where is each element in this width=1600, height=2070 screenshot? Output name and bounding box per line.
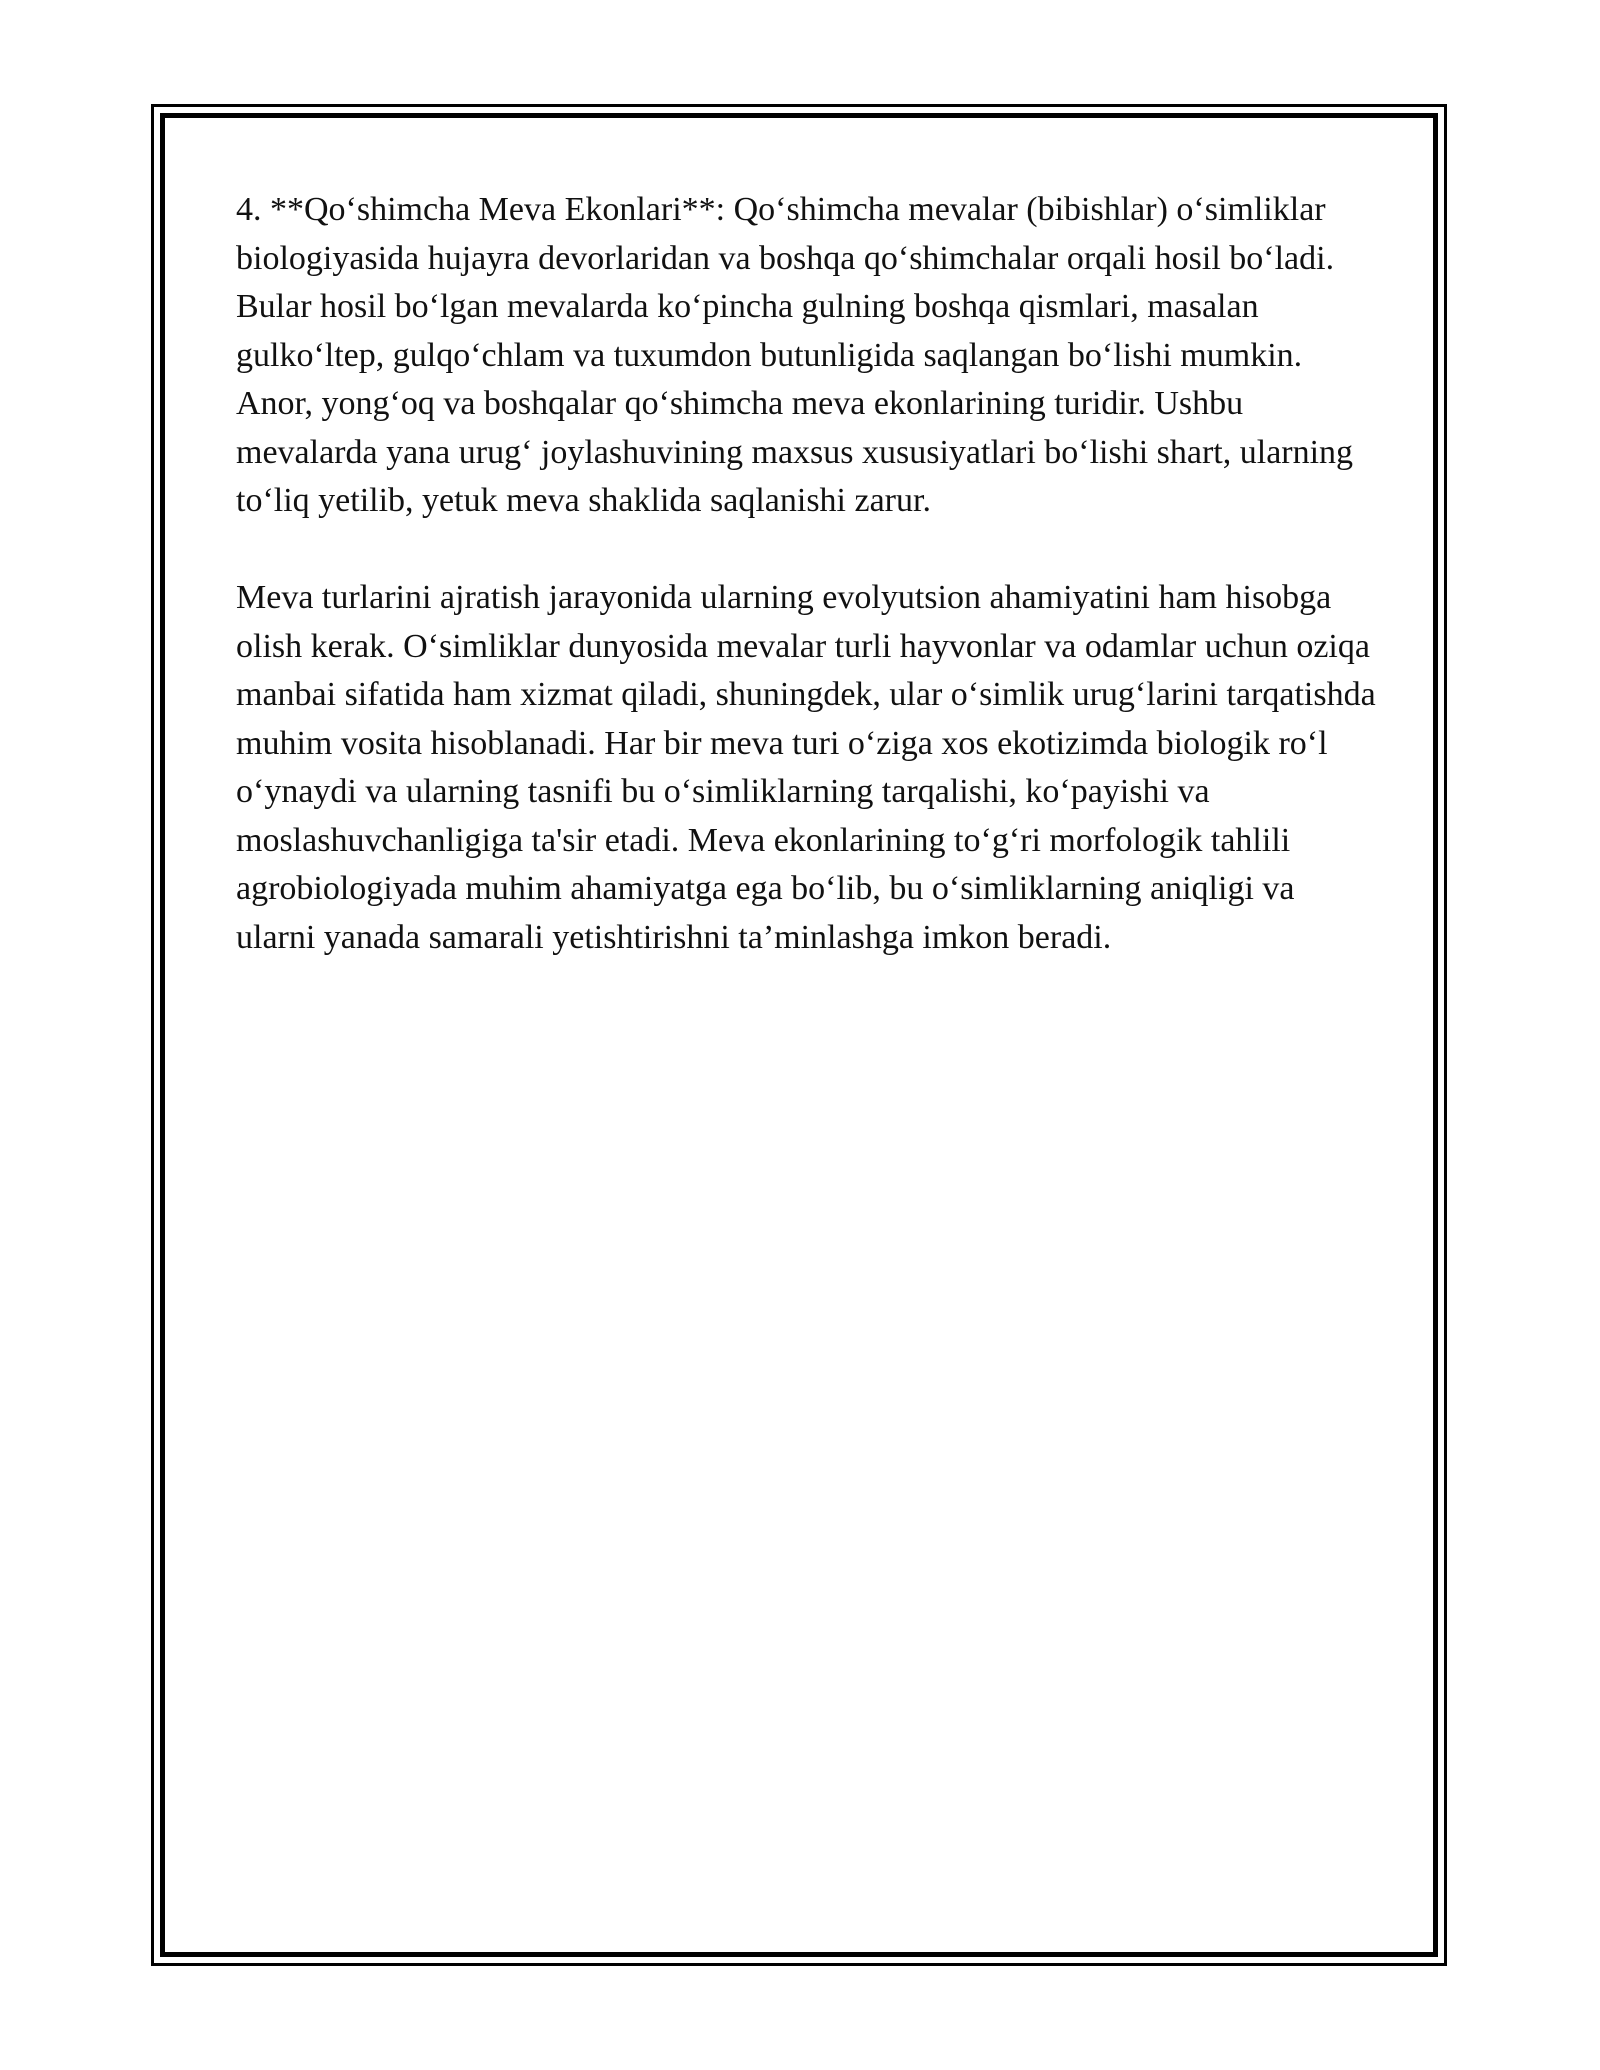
paragraph-2: Meva turlarini ajratish jarayonida ularning evolyutsion ahamiyatini ham hisobga olish kerak. O‘simliklar dunyosida mevalar turli hayvonlar va odamlar uchun oziqa manbai sifatida ham xizmat qiladi, shuningdek, ular o‘simlik urug‘larini tarqatishda muhim vosita hisoblanadi. Har bir meva turi o‘ziga xos ekotizimda biologik ro‘l o‘ynaydi va ularning tasnifi bu o‘simliklarning tarqalishi, ko‘payishi va moslashuvchanligiga ta'sir etadi. Meva ekonlarining to‘g‘ri morfologik tahlili agrobiologiyada muhim ahamiyatga ega bo‘lib, bu o‘simliklarning aniqligi va ularni yanada samarali yetishtirishni ta’minlashga imkon beradi. [236,579,1376,956]
paragraph-1: 4. **Qo‘shimcha Meva Ekonlari**: Qo‘shimcha mevalar (bibishlar) o‘simliklar biologiyasida hujayra devorlaridan va boshqa qo‘shimchalar orqali hosil bo‘ladi. Bular hosil bo‘lgan mevalarda ko‘pincha gulning boshqa qismlari, masalan gulko‘ltep, gulqo‘chlam va tuxumdon butunligida saqlangan bo‘lishi mumkin. Anor, yong‘oq va boshqalar qo‘shimcha meva ekonlarining turidir. Ushbu mevalarda yana urug‘ joylashuvining maxsus xususiyatlari bo‘lishi shart, ularning to‘liq yetilib, yetuk meva shaklida saqlanishi zarur. [236,191,1354,519]
document-body [236,186,1376,962]
